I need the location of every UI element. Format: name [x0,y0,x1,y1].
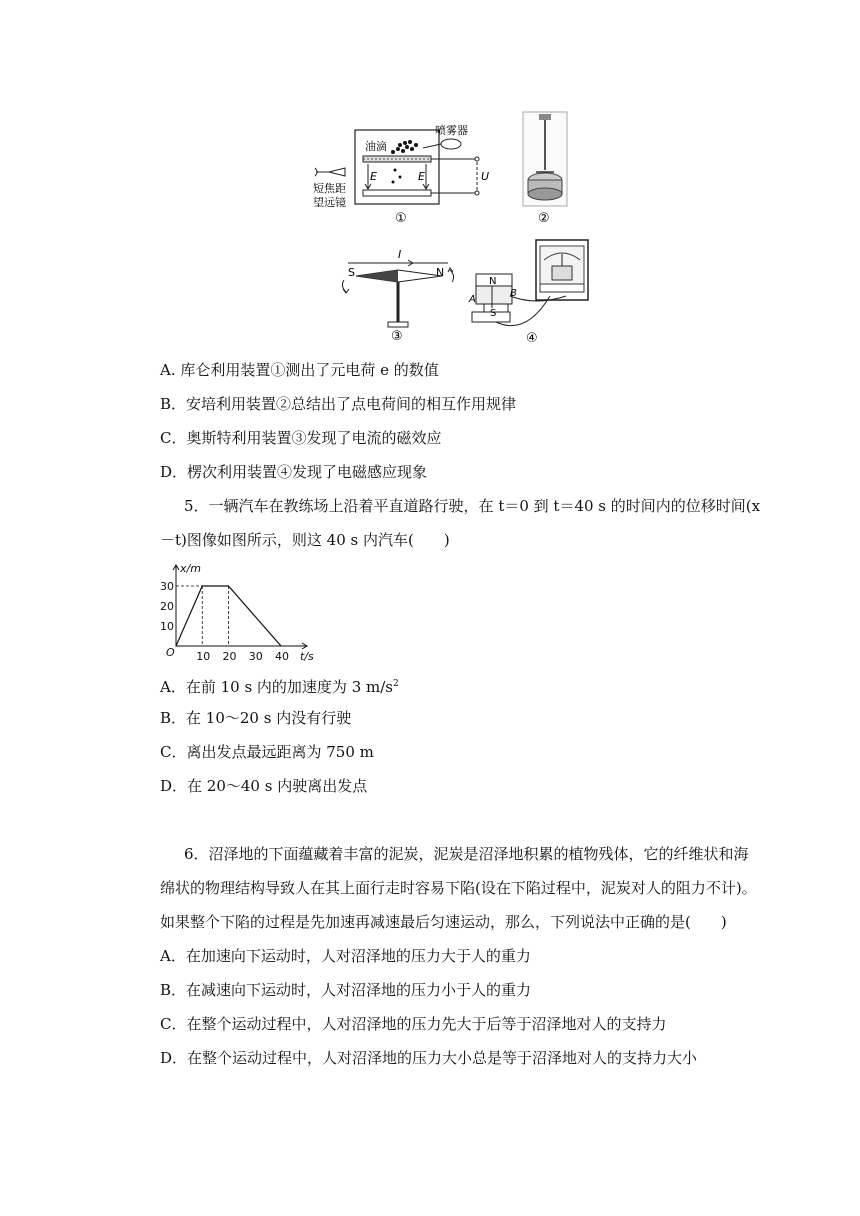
q4-option-b: B．安培利用装置②总结出了点电荷间的相互作用规律 [160,395,517,413]
q4-option-c: C．奥斯特利用装置③发现了电流的磁效应 [160,429,442,447]
q6-stem-line-3: 如果整个下陷的过程是先加速再减速最后匀速运动，那么，下列说法中正确的是( ) [160,913,727,931]
q5-option-a [160,674,399,697]
q5-stem-line-2: －t)图像如图所示，则这 40 s 内汽车( ) [160,531,450,549]
fig4-number-label: ④ [526,331,538,346]
q6-option-a: A．在加速向下运动时，人对沼泽地的压力大于人的重力 [160,947,531,965]
q4-option-a: A. 库仑利用装置①测出了元电荷 e 的数值 [160,361,439,379]
fig4-north-label: N [489,276,497,287]
q4-option-d: D．楞次利用装置④发现了电磁感应现象 [160,463,428,481]
q5-option-c: C．离出发点最远距离为 750 m [160,743,374,761]
fig4-b-label: B [510,288,517,299]
y-tick-label-2: 30 [160,580,174,593]
fig2-number-label: ② [538,211,550,226]
origin-label: O [166,646,175,659]
fig1-telescope-label-1: 短焦距 [313,182,346,195]
q5-option-d: D．在 20～40 s 内驶离出发点 [160,777,368,795]
q6-stem-line-2: 绵状的物理结构导致人在其上面行走时容易下陷(设在下陷过程中，泥炭对人的阻力不计)。 [160,879,757,897]
figure-torsion-balance [520,110,570,228]
fig1-field-right: E [418,170,425,183]
fig4-south-label: S [490,308,497,319]
q5-stem-line-1: 5．一辆汽车在教练场上沿着平直道路行驶，在 t＝0 到 t＝40 s 的时间内的位移时间(x [184,497,761,515]
x-tick-label-2: 30 [248,650,263,663]
data-point-0 [175,645,176,646]
fig3-south-label: S [348,266,355,279]
x-tick-label-0: 10 [196,650,211,663]
xt-chart [150,558,320,664]
q6-stem-line-1: 6．沼泽地的下面蕴藏着丰富的泥炭，泥炭是沼泽地积累的植物残体，它的纤维状和海 [184,845,749,863]
fig1-number-label: ① [395,211,407,226]
q6-option-d: D．在整个运动过程中，人对沼泽地的压力大小总是等于沼泽地对人的支持力大小 [160,1049,698,1067]
data-point-3 [280,645,281,646]
fig1-telescope-label-2: 望远镜 [313,196,346,209]
figure-oersted-experiment [338,246,462,342]
data-point-1 [202,585,203,586]
fig1-oil-drop-label: 油滴 [365,140,387,153]
y-tick-label-0: 10 [160,620,174,633]
figure-induction-apparatus [466,236,596,346]
y-tick-label-1: 20 [160,600,174,613]
fig1-field-left: E [370,170,377,183]
fig3-number-label: ③ [391,329,403,342]
q6-option-b: B．在减速向下运动时，人对沼泽地的压力小于人的重力 [160,981,532,999]
data-point-2 [228,585,229,586]
fig1-voltage-label: U [481,170,490,183]
q5-option-b: B．在 10～20 s 内没有行驶 [160,709,352,727]
y-axis-label: x/m [180,562,201,575]
x-tick-label-1: 20 [222,650,237,663]
fig3-current-label: I [398,248,402,261]
fig4-a-label: A [469,294,476,305]
fig3-north-label: N [436,266,445,279]
x-axis-label: t/s [300,650,314,663]
figure-oil-drop-apparatus [305,122,505,226]
q5-option-a-sup: 2 [392,679,399,689]
fig1-sprayer-label: 喷雾器 [435,124,468,137]
x-tick-label-3: 40 [275,650,289,663]
q6-option-c: C．在整个运动过程中，人对沼泽地的压力先大于后等于沼泽地对人的支持力 [160,1015,667,1033]
q5-option-a-text: A．在前 10 s 内的加速度为 3 m/s [160,678,393,696]
